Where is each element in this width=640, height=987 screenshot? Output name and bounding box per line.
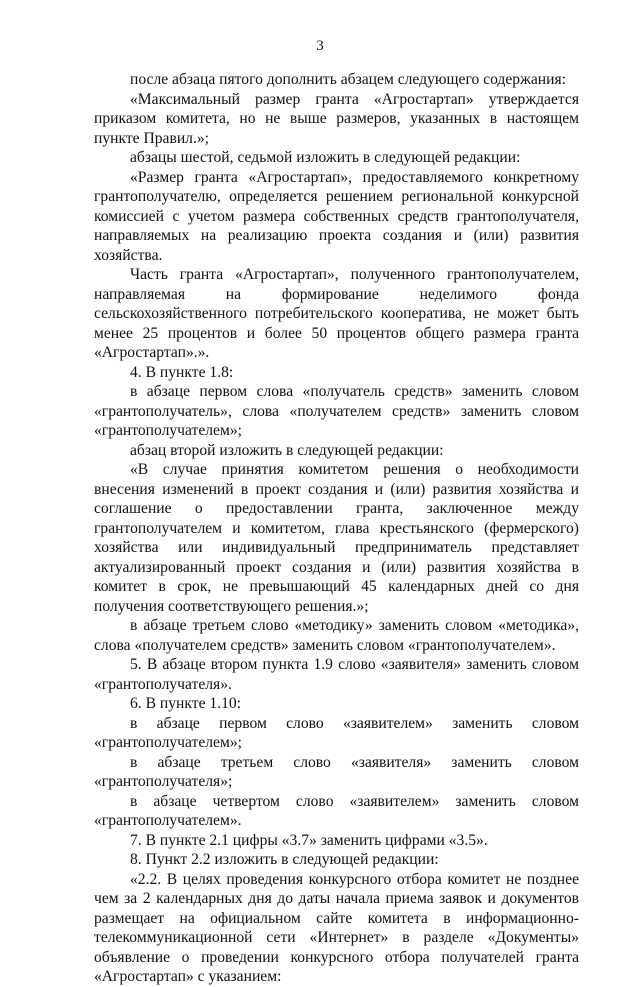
paragraph-3: абзацы шестой, седьмой изложить в следующей редакции: — [130, 149, 521, 166]
paragraph-5: Часть гранта «Агростартап», полученного грантополучателем, направляемая на формирование неделимого фонда сельскохозяйственного потребительского кооператива, не может быть менее 25 процентов и более 50 процентов общего размера гранта «Агростартап».». — [94, 266, 579, 361]
paragraph-7: в абзаце первом слова «получатель средств» заменить словом «грантополучатель», слова «получателем средств» заменить словом «грантополучателем»; — [94, 383, 579, 439]
paragraph-17: 8. Пункт 2.2 изложить в следующей редакции: — [130, 851, 439, 868]
paragraph-6: 4. В пункте 1.8: — [130, 363, 234, 381]
paragraph-11: 5. В абзаце втором пункта 1.9 слово «заявителя» заменить словом «грантополучателя». — [94, 656, 579, 693]
paragraph-15: в абзаце четвертом слово «заявителем» заменить словом «грантополучателем». — [94, 792, 579, 829]
paragraph-4: «Размер гранта «Агростартап», предоставляемого конкретному грантополучателю, определяется решением региональной конкурсной комиссией с учетом размера собственных средств грантополучателя, направляемых на реализацию проекта создания и (или) развития хозяйства. — [94, 168, 579, 264]
paragraph-16: 7. В пункте 2.1 цифры «3.7» заменить цифрами «3.5». — [130, 831, 488, 849]
paragraph-10: в абзаце третьем слово «методику» заменить словом «методика», слова «получателем средств» заменить словом «грантополучателем». — [94, 617, 579, 654]
paragraph-9: «В случае принятия комитетом решения о необходимости внесения изменений в проект создания и (или) развития хозяйства и соглашение о предоставлении гранта, заключенное между грантополучателем и комитетом, глава крестьянского (фермерского) хозяйства или индивидуальный предприниматель представляет актуализированный проект создания и (или) развития хозяйства в комитет в срок, не превышающий 45 календарных дней со дня получения соответствующего решения.»; — [94, 461, 579, 615]
paragraph-8: абзац второй изложить в следующей редакции: — [130, 441, 444, 459]
paragraph-14: в абзаце третьем слово «заявителя» заменить словом «грантополучателя»; — [94, 753, 579, 790]
paragraph-18: «2.2. В целях проведения конкурсного отбора комитет не позднее чем за 2 календарных дня до даты начала приема заявок и документов размещает на официальном сайте комитета в информационно-телекоммуникационной сети «Интернет» в разделе «Документы» объявление о проведении конкурсного отбора получателей гранта «Агростартап» с указанием: — [94, 870, 579, 985]
paragraph-2: «Максимальный размер гранта «Агростартап» утверждается приказом комитета, но не выше размеров, указанных в настоящем пункте Правил.»; — [94, 90, 579, 147]
document-body — [94, 70, 579, 987]
paragraph-12: 6. В пункте 1.10: — [130, 695, 242, 712]
paragraph-1: после абзаца пятого дополнить абзацем следующего содержания: — [130, 71, 566, 88]
page-number: 3 — [316, 38, 324, 54]
paragraph-13: в абзаце первом слово «заявителем» заменить словом «грантополучателем»; — [94, 714, 579, 751]
